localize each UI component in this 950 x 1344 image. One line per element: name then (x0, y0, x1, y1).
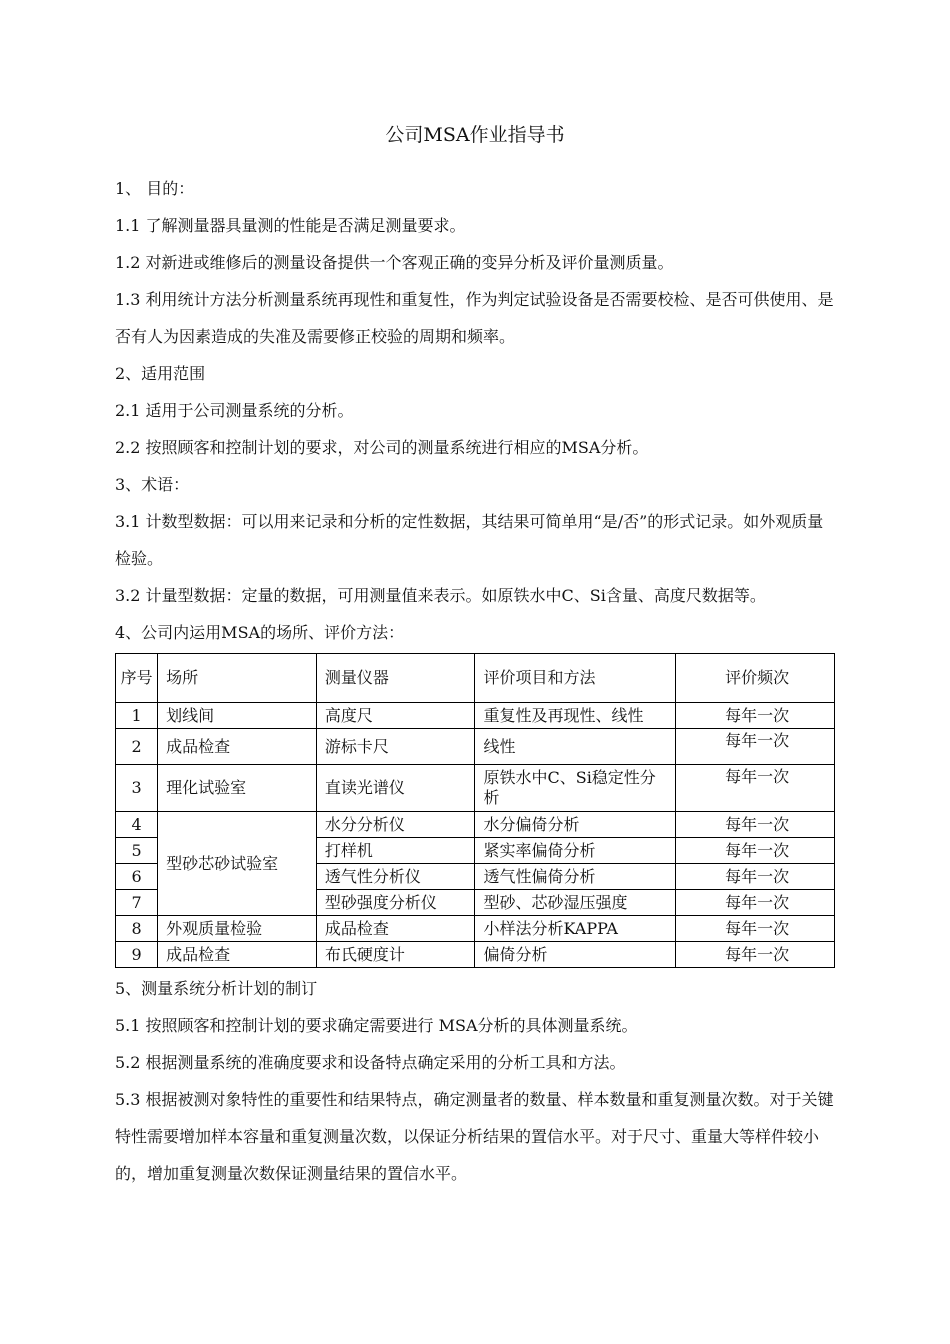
heading-msa-places: 4、公司内运用MSA的场所、评价方法： (115, 623, 405, 642)
cell-no: 2 (116, 729, 158, 765)
table-row (116, 942, 835, 968)
cell-no: 9 (116, 942, 158, 968)
cell-no: 3 (116, 765, 158, 812)
paragraph-1-3: 1.3 利用统计方法分析测量系统再现性和重复性，作为判定试验设备是否需要校检、是否可供使用、是否有人为因素造成的失准及需要修正校验的周期和频率。 (115, 290, 834, 346)
cell-instrument: 透气性分析仪 (316, 864, 475, 890)
cell-no: 6 (116, 864, 158, 890)
header-instrument: 测量仪器 (316, 654, 475, 703)
cell-instrument: 水分分析仪 (316, 812, 475, 838)
msa-table (115, 653, 835, 968)
cell-frequency: 每年一次 (676, 942, 835, 968)
cell-instrument: 成品检查 (316, 916, 475, 942)
paragraph-3-2: 3.2 计量型数据：定量的数据，可用测量值来表示。如原铁水中C、Si含量、高度尺数据等。 (115, 586, 766, 605)
cell-frequency: 每年一次 (676, 729, 835, 765)
cell-place: 理化试验室 (158, 765, 317, 812)
paragraph-1-2: 1.2 对新进或维修后的测量设备提供一个客观正确的变异分析及评价量测质量。 (115, 253, 674, 272)
cell-method: 原铁水中C、Si稳定性分析 (475, 765, 676, 812)
heading-plan: 5、测量系统分析计划的制订 (115, 979, 318, 998)
table-row (116, 812, 835, 838)
paragraph-5-2: 5.2 根据测量系统的准确度要求和设备特点确定采用的分析工具和方法。 (115, 1053, 626, 1072)
cell-no: 1 (116, 703, 158, 729)
cell-no: 7 (116, 890, 158, 916)
table-row (116, 729, 835, 765)
cell-place: 型砂芯砂试验室 (158, 812, 317, 916)
cell-method: 偏倚分析 (475, 942, 676, 968)
paragraph-2-1: 2.1 适用于公司测量系统的分析。 (115, 401, 354, 420)
table-header-row (116, 654, 835, 703)
cell-method: 水分偏倚分析 (475, 812, 676, 838)
cell-place: 成品检查 (158, 942, 317, 968)
paragraph-5-3: 5.3 根据被测对象特性的重要性和结果特点，确定测量者的数量、样本数量和重复测量次数。对于关键特性需要增加样本容量和重复测量次数，以保证分析结果的置信水平。对于尺寸、重量大等样件较小的，增加重复测量次数保证测量结果的置信水平。 (115, 1090, 834, 1183)
cell-instrument: 型砂强度分析仪 (316, 890, 475, 916)
table-row (116, 916, 835, 942)
cell-frequency: 每年一次 (676, 864, 835, 890)
heading-purpose: 1、 目的： (115, 179, 195, 198)
paragraph-5-1: 5.1 按照顾客和控制计划的要求确定需要进行 MSA分析的具体测量系统。 (115, 1016, 638, 1035)
cell-frequency: 每年一次 (676, 812, 835, 838)
cell-frequency: 每年一次 (676, 703, 835, 729)
cell-method: 小样法分析KAPPA (475, 916, 676, 942)
cell-method: 线性 (475, 729, 676, 765)
cell-instrument: 打样机 (316, 838, 475, 864)
document-title: 公司MSA作业指导书 (385, 124, 565, 146)
cell-method: 重复性及再现性、线性 (475, 703, 676, 729)
cell-place: 成品检查 (158, 729, 317, 765)
cell-method: 型砂、芯砂湿压强度 (475, 890, 676, 916)
table-row (116, 765, 835, 812)
paragraph-1-1: 1.1 了解测量器具量测的性能是否满足测量要求。 (115, 216, 466, 235)
cell-frequency: 每年一次 (676, 890, 835, 916)
cell-frequency: 每年一次 (676, 765, 835, 812)
cell-place: 外观质量检验 (158, 916, 317, 942)
cell-place: 划线间 (158, 703, 317, 729)
header-frequency: 评价频次 (676, 654, 835, 703)
cell-method: 透气性偏倚分析 (475, 864, 676, 890)
cell-no: 5 (116, 838, 158, 864)
cell-method: 紧实率偏倚分析 (475, 838, 676, 864)
header-no: 序号 (116, 654, 158, 703)
cell-no: 4 (116, 812, 158, 838)
document-body (115, 170, 837, 1192)
cell-instrument: 高度尺 (316, 703, 475, 729)
cell-frequency: 每年一次 (676, 838, 835, 864)
cell-instrument: 直读光谱仪 (316, 765, 475, 812)
header-method: 评价项目和方法 (475, 654, 676, 703)
heading-terms: 3、术语： (115, 475, 190, 494)
paragraph-3-1: 3.1 计数型数据：可以用来记录和分析的定性数据，其结果可简单用“是/否”的形式记录。如外观质量检验。 (115, 512, 824, 568)
cell-no: 8 (116, 916, 158, 942)
cell-instrument: 布氏硬度计 (316, 942, 475, 968)
heading-scope: 2、适用范围 (115, 364, 206, 383)
paragraph-2-2: 2.2 按照顾客和控制计划的要求，对公司的测量系统进行相应的MSA分析。 (115, 438, 649, 457)
table-row (116, 703, 835, 729)
cell-instrument: 游标卡尺 (316, 729, 475, 765)
header-place: 场所 (158, 654, 317, 703)
cell-frequency: 每年一次 (676, 916, 835, 942)
